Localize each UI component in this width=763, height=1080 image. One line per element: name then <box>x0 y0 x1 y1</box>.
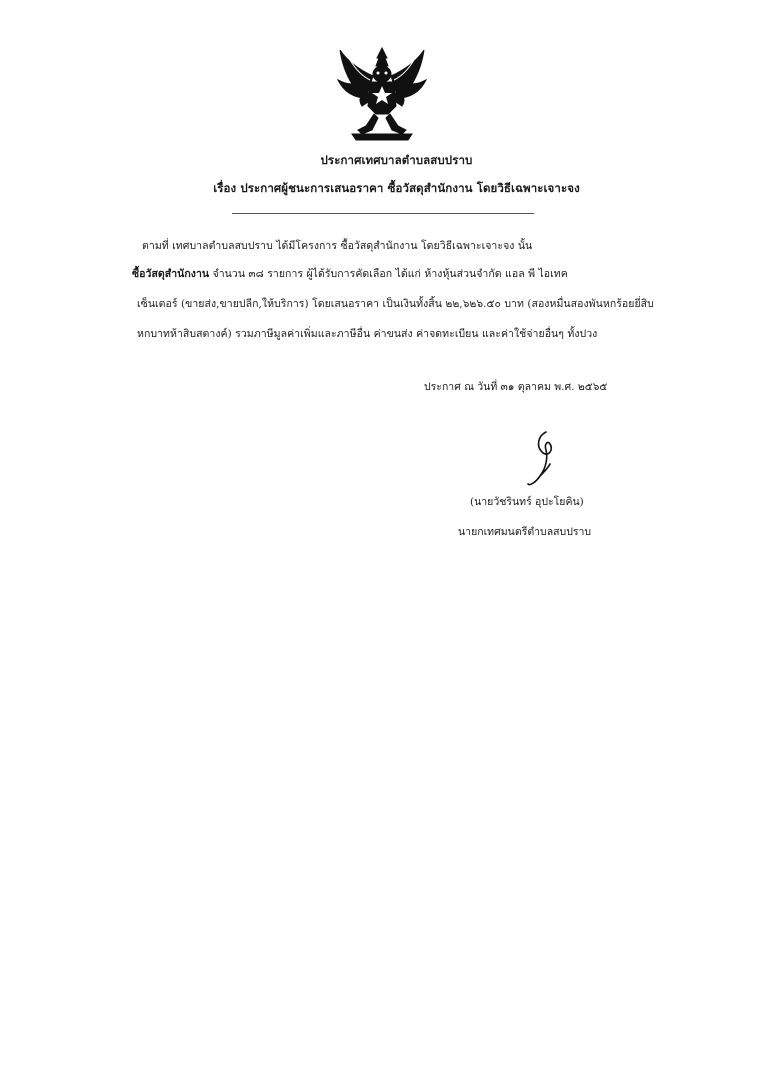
announcement-title: ประกาศเทศบาลตำบลสบปราบ <box>320 153 473 167</box>
signer-name: (นายวัชรินทร์ อุปะโยคิน) <box>470 496 584 508</box>
body-paragraph-line-4: หกบาทห้าสิบสตางค์) รวมภาษีมูลค่าเพิ่มและภาษีอื่น ค่าขนส่ง ค่าจดทะเบียน และค่าใช้จ่ายอื่นๆ ทั้งปวง <box>137 328 598 340</box>
announcement-date: ประกาศ ณ วันที่ ๓๑ ตุลาคม พ.ศ. ๒๕๖๕ <box>424 381 608 393</box>
announcement-subject: เรื่อง ประกาศผู้ชนะการเสนอราคา ซื้อวัสดุสำนักงาน โดยวิธีเฉพาะเจาะจง <box>213 181 580 195</box>
handwritten-signature-icon <box>522 428 566 488</box>
body-paragraph-line-1: ตามที่ เทศบาลตำบลสบปราบ ได้มีโครงการ ซื้อวัสดุสำนักงาน โดยวิธีเฉพาะเจาะจง นั้น <box>142 240 533 252</box>
item-name: ซื้อวัสดุสำนักงาน <box>132 268 210 280</box>
body-paragraph-line-2 <box>132 265 568 282</box>
winner-details: จำนวน ๓๘ รายการ ผู้ได้รับการคัดเลือก ได้แก่ ห้างหุ้นส่วนจำกัด แอล พี ไอเทค <box>209 268 568 280</box>
title-divider <box>232 213 534 214</box>
body-paragraph-line-3: เซ็นเตอร์ (ขายส่ง,ขายปลีก,ให้บริการ) โดยเสนอราคา เป็นเงินทั้งสิ้น ๒๒,๖๒๖.๕๐ บาท (สองหมื่นสองพันหกร้อยยี่สิบ <box>137 298 654 310</box>
garuda-emblem-icon <box>330 40 434 144</box>
signer-position: นายกเทศมนตรีตำบลสบปราบ <box>458 526 592 538</box>
